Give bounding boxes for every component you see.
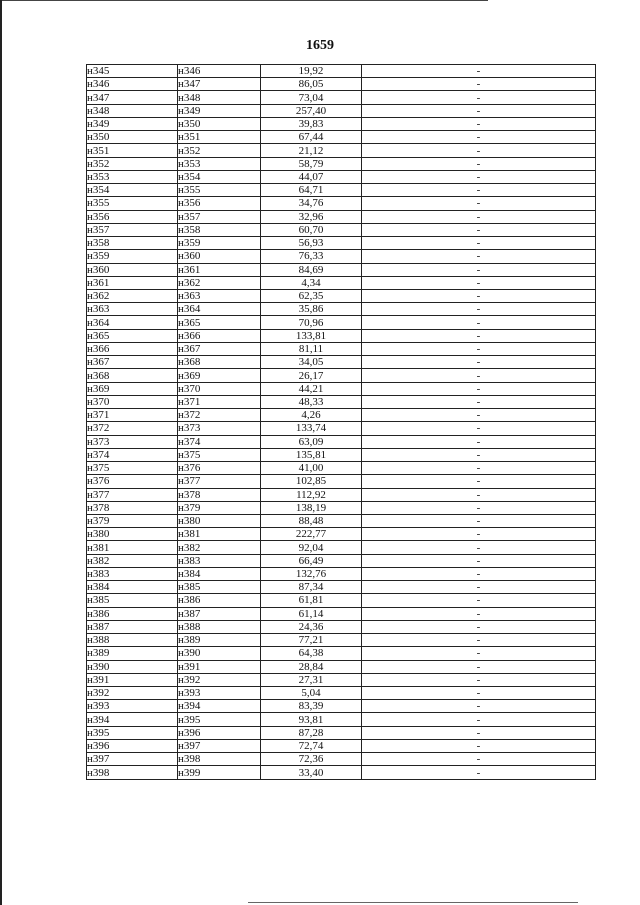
distance-cell: 84,69 — [261, 263, 362, 276]
to-point-cell: н371 — [178, 395, 261, 408]
to-point-cell: н378 — [178, 488, 261, 501]
note-cell: - — [362, 435, 596, 448]
distance-cell: 41,00 — [261, 462, 362, 475]
from-point-cell: н368 — [87, 369, 178, 382]
note-cell: - — [362, 117, 596, 130]
from-point-cell: н384 — [87, 581, 178, 594]
to-point-cell: н347 — [178, 78, 261, 91]
distance-cell: 34,76 — [261, 197, 362, 210]
note-cell: - — [362, 78, 596, 91]
distance-cell: 27,31 — [261, 673, 362, 686]
to-point-cell: н369 — [178, 369, 261, 382]
from-point-cell: н354 — [87, 184, 178, 197]
to-point-cell: н352 — [178, 144, 261, 157]
distance-cell: 87,28 — [261, 726, 362, 739]
table-row — [87, 369, 596, 382]
to-point-cell: н370 — [178, 382, 261, 395]
note-cell: - — [362, 144, 596, 157]
table-row — [87, 329, 596, 342]
distance-cell: 44,07 — [261, 170, 362, 183]
table-row — [87, 567, 596, 580]
table-row — [87, 620, 596, 633]
distance-cell: 62,35 — [261, 289, 362, 302]
distance-cell: 83,39 — [261, 700, 362, 713]
note-cell: - — [362, 184, 596, 197]
table-row — [87, 448, 596, 461]
table-row — [87, 687, 596, 700]
scan-bottom-rule — [248, 902, 578, 903]
to-point-cell: н348 — [178, 91, 261, 104]
from-point-cell: н395 — [87, 726, 178, 739]
from-point-cell: н350 — [87, 131, 178, 144]
table-body — [87, 65, 596, 780]
table-row — [87, 104, 596, 117]
from-point-cell: н348 — [87, 104, 178, 117]
table-row — [87, 462, 596, 475]
from-point-cell: н353 — [87, 170, 178, 183]
table-row — [87, 78, 596, 91]
to-point-cell: н367 — [178, 342, 261, 355]
from-point-cell: н346 — [87, 78, 178, 91]
from-point-cell: н372 — [87, 422, 178, 435]
table-row — [87, 634, 596, 647]
distance-cell: 26,17 — [261, 369, 362, 382]
from-point-cell: н371 — [87, 409, 178, 422]
table-row — [87, 607, 596, 620]
table-row — [87, 237, 596, 250]
to-point-cell: н360 — [178, 250, 261, 263]
distance-cell: 19,92 — [261, 65, 362, 78]
distance-cell: 35,86 — [261, 303, 362, 316]
note-cell: - — [362, 634, 596, 647]
from-point-cell: н364 — [87, 316, 178, 329]
note-cell: - — [362, 673, 596, 686]
table-row — [87, 475, 596, 488]
table-row — [87, 356, 596, 369]
to-point-cell: н381 — [178, 528, 261, 541]
note-cell: - — [362, 157, 596, 170]
table-row — [87, 541, 596, 554]
distance-cell: 102,85 — [261, 475, 362, 488]
distance-cell: 66,49 — [261, 554, 362, 567]
from-point-cell: н397 — [87, 753, 178, 766]
to-point-cell: н397 — [178, 739, 261, 752]
note-cell: - — [362, 581, 596, 594]
table-row — [87, 409, 596, 422]
distance-cell: 81,11 — [261, 342, 362, 355]
note-cell: - — [362, 567, 596, 580]
table-row — [87, 501, 596, 514]
table-row — [87, 157, 596, 170]
note-cell: - — [362, 382, 596, 395]
to-point-cell: н377 — [178, 475, 261, 488]
note-cell: - — [362, 223, 596, 236]
table-row — [87, 514, 596, 527]
to-point-cell: н361 — [178, 263, 261, 276]
distance-cell: 92,04 — [261, 541, 362, 554]
table-row — [87, 170, 596, 183]
distance-cell: 32,96 — [261, 210, 362, 223]
table-row — [87, 726, 596, 739]
note-cell: - — [362, 263, 596, 276]
to-point-cell: н364 — [178, 303, 261, 316]
distance-cell: 63,09 — [261, 435, 362, 448]
table-row — [87, 594, 596, 607]
table-row — [87, 342, 596, 355]
distance-cell: 44,21 — [261, 382, 362, 395]
from-point-cell: н390 — [87, 660, 178, 673]
distance-cell: 88,48 — [261, 514, 362, 527]
note-cell: - — [362, 104, 596, 117]
note-cell: - — [362, 501, 596, 514]
from-point-cell: н376 — [87, 475, 178, 488]
note-cell: - — [362, 528, 596, 541]
distance-cell: 60,70 — [261, 223, 362, 236]
distance-cell: 87,34 — [261, 581, 362, 594]
from-point-cell: н389 — [87, 647, 178, 660]
note-cell: - — [362, 488, 596, 501]
to-point-cell: н354 — [178, 170, 261, 183]
distance-cell: 138,19 — [261, 501, 362, 514]
distance-cell: 61,81 — [261, 594, 362, 607]
from-point-cell: н363 — [87, 303, 178, 316]
distance-cell: 112,92 — [261, 488, 362, 501]
to-point-cell: н356 — [178, 197, 261, 210]
distance-cell: 33,40 — [261, 766, 362, 779]
to-point-cell: н346 — [178, 65, 261, 78]
from-point-cell: н347 — [87, 91, 178, 104]
note-cell: - — [362, 753, 596, 766]
table-row — [87, 65, 596, 78]
to-point-cell: н365 — [178, 316, 261, 329]
distance-cell: 34,05 — [261, 356, 362, 369]
table-row — [87, 660, 596, 673]
to-point-cell: н390 — [178, 647, 261, 660]
to-point-cell: н380 — [178, 514, 261, 527]
note-cell: - — [362, 210, 596, 223]
from-point-cell: н358 — [87, 237, 178, 250]
note-cell: - — [362, 422, 596, 435]
distance-cell: 135,81 — [261, 448, 362, 461]
distance-cell: 73,04 — [261, 91, 362, 104]
to-point-cell: н353 — [178, 157, 261, 170]
note-cell: - — [362, 342, 596, 355]
from-point-cell: н392 — [87, 687, 178, 700]
to-point-cell: н373 — [178, 422, 261, 435]
note-cell: - — [362, 620, 596, 633]
table-row — [87, 316, 596, 329]
table-row — [87, 91, 596, 104]
distance-cell: 67,44 — [261, 131, 362, 144]
from-point-cell: н351 — [87, 144, 178, 157]
from-point-cell: н349 — [87, 117, 178, 130]
from-point-cell: н356 — [87, 210, 178, 223]
to-point-cell: н386 — [178, 594, 261, 607]
from-point-cell: н367 — [87, 356, 178, 369]
to-point-cell: н372 — [178, 409, 261, 422]
note-cell: - — [362, 660, 596, 673]
note-cell: - — [362, 237, 596, 250]
to-point-cell: н385 — [178, 581, 261, 594]
distance-cell: 222,77 — [261, 528, 362, 541]
distance-cell: 93,81 — [261, 713, 362, 726]
from-point-cell: н398 — [87, 766, 178, 779]
scan-left-border — [0, 0, 2, 905]
to-point-cell: н384 — [178, 567, 261, 580]
table-row — [87, 581, 596, 594]
table-row — [87, 488, 596, 501]
distance-cell: 56,93 — [261, 237, 362, 250]
from-point-cell: н393 — [87, 700, 178, 713]
to-point-cell: н395 — [178, 713, 261, 726]
distance-cell: 5,04 — [261, 687, 362, 700]
table-row — [87, 700, 596, 713]
distance-cell: 61,14 — [261, 607, 362, 620]
from-point-cell: н370 — [87, 395, 178, 408]
distance-cell: 24,36 — [261, 620, 362, 633]
from-point-cell: н373 — [87, 435, 178, 448]
from-point-cell: н396 — [87, 739, 178, 752]
to-point-cell: н394 — [178, 700, 261, 713]
table-row — [87, 766, 596, 779]
table-row — [87, 528, 596, 541]
distance-cell: 39,83 — [261, 117, 362, 130]
to-point-cell: н396 — [178, 726, 261, 739]
to-point-cell: н362 — [178, 276, 261, 289]
to-point-cell: н366 — [178, 329, 261, 342]
note-cell: - — [362, 713, 596, 726]
from-point-cell: н369 — [87, 382, 178, 395]
distance-cell: 28,84 — [261, 660, 362, 673]
to-point-cell: н374 — [178, 435, 261, 448]
from-point-cell: н355 — [87, 197, 178, 210]
table-row — [87, 753, 596, 766]
table-row — [87, 435, 596, 448]
from-point-cell: н377 — [87, 488, 178, 501]
note-cell: - — [362, 448, 596, 461]
to-point-cell: н391 — [178, 660, 261, 673]
note-cell: - — [362, 276, 596, 289]
table-row — [87, 210, 596, 223]
note-cell: - — [362, 409, 596, 422]
to-point-cell: н399 — [178, 766, 261, 779]
from-point-cell: н385 — [87, 594, 178, 607]
distance-cell: 4,26 — [261, 409, 362, 422]
distance-cell: 76,33 — [261, 250, 362, 263]
distance-cell: 257,40 — [261, 104, 362, 117]
to-point-cell: н359 — [178, 237, 261, 250]
to-point-cell: н389 — [178, 634, 261, 647]
note-cell: - — [362, 594, 596, 607]
to-point-cell: н375 — [178, 448, 261, 461]
from-point-cell: н381 — [87, 541, 178, 554]
distance-cell: 77,21 — [261, 634, 362, 647]
from-point-cell: н352 — [87, 157, 178, 170]
note-cell: - — [362, 726, 596, 739]
from-point-cell: н365 — [87, 329, 178, 342]
table-row — [87, 382, 596, 395]
from-point-cell: н361 — [87, 276, 178, 289]
note-cell: - — [362, 700, 596, 713]
table-row — [87, 263, 596, 276]
from-point-cell: н391 — [87, 673, 178, 686]
from-point-cell: н359 — [87, 250, 178, 263]
distance-cell: 133,81 — [261, 329, 362, 342]
from-point-cell: н394 — [87, 713, 178, 726]
table-row — [87, 647, 596, 660]
note-cell: - — [362, 369, 596, 382]
scan-top-rule — [2, 0, 488, 1]
table-row — [87, 144, 596, 157]
distance-cell: 4,34 — [261, 276, 362, 289]
from-point-cell: н379 — [87, 514, 178, 527]
from-point-cell: н382 — [87, 554, 178, 567]
note-cell: - — [362, 607, 596, 620]
distance-cell: 133,74 — [261, 422, 362, 435]
table-row — [87, 739, 596, 752]
note-cell: - — [362, 131, 596, 144]
note-cell: - — [362, 356, 596, 369]
to-point-cell: н363 — [178, 289, 261, 302]
distance-cell: 64,38 — [261, 647, 362, 660]
from-point-cell: н374 — [87, 448, 178, 461]
from-point-cell: н386 — [87, 607, 178, 620]
boundary-table — [86, 64, 596, 780]
to-point-cell: н351 — [178, 131, 261, 144]
to-point-cell: н368 — [178, 356, 261, 369]
to-point-cell: н382 — [178, 541, 261, 554]
to-point-cell: н387 — [178, 607, 261, 620]
distance-cell: 86,05 — [261, 78, 362, 91]
table-row — [87, 713, 596, 726]
to-point-cell: н379 — [178, 501, 261, 514]
distance-cell: 132,76 — [261, 567, 362, 580]
to-point-cell: н388 — [178, 620, 261, 633]
note-cell: - — [362, 65, 596, 78]
table-row — [87, 184, 596, 197]
to-point-cell: н355 — [178, 184, 261, 197]
from-point-cell: н383 — [87, 567, 178, 580]
from-point-cell: н345 — [87, 65, 178, 78]
note-cell: - — [362, 250, 596, 263]
from-point-cell: н366 — [87, 342, 178, 355]
to-point-cell: н392 — [178, 673, 261, 686]
to-point-cell: н393 — [178, 687, 261, 700]
note-cell: - — [362, 395, 596, 408]
distance-cell: 70,96 — [261, 316, 362, 329]
note-cell: - — [362, 91, 596, 104]
from-point-cell: н362 — [87, 289, 178, 302]
to-point-cell: н357 — [178, 210, 261, 223]
table-row — [87, 395, 596, 408]
to-point-cell: н398 — [178, 753, 261, 766]
note-cell: - — [362, 197, 596, 210]
to-point-cell: н376 — [178, 462, 261, 475]
note-cell: - — [362, 475, 596, 488]
note-cell: - — [362, 289, 596, 302]
note-cell: - — [362, 514, 596, 527]
note-cell: - — [362, 329, 596, 342]
page-number: 1659 — [306, 38, 334, 53]
note-cell: - — [362, 316, 596, 329]
from-point-cell: н388 — [87, 634, 178, 647]
from-point-cell: н357 — [87, 223, 178, 236]
note-cell: - — [362, 170, 596, 183]
note-cell: - — [362, 647, 596, 660]
table-row — [87, 223, 596, 236]
note-cell: - — [362, 303, 596, 316]
from-point-cell: н387 — [87, 620, 178, 633]
from-point-cell: н360 — [87, 263, 178, 276]
table-row — [87, 554, 596, 567]
distance-cell: 64,71 — [261, 184, 362, 197]
table-row — [87, 197, 596, 210]
distance-cell: 58,79 — [261, 157, 362, 170]
table-row — [87, 131, 596, 144]
note-cell: - — [362, 739, 596, 752]
note-cell: - — [362, 462, 596, 475]
note-cell: - — [362, 554, 596, 567]
from-point-cell: н375 — [87, 462, 178, 475]
distance-cell: 48,33 — [261, 395, 362, 408]
distance-cell: 72,36 — [261, 753, 362, 766]
from-point-cell: н380 — [87, 528, 178, 541]
note-cell: - — [362, 687, 596, 700]
note-cell: - — [362, 541, 596, 554]
to-point-cell: н349 — [178, 104, 261, 117]
note-cell: - — [362, 766, 596, 779]
to-point-cell: н350 — [178, 117, 261, 130]
table-row — [87, 303, 596, 316]
table-row — [87, 250, 596, 263]
to-point-cell: н358 — [178, 223, 261, 236]
table-row — [87, 422, 596, 435]
table-row — [87, 276, 596, 289]
table-row — [87, 673, 596, 686]
from-point-cell: н378 — [87, 501, 178, 514]
table-row — [87, 289, 596, 302]
distance-cell: 72,74 — [261, 739, 362, 752]
table-row — [87, 117, 596, 130]
to-point-cell: н383 — [178, 554, 261, 567]
distance-cell: 21,12 — [261, 144, 362, 157]
